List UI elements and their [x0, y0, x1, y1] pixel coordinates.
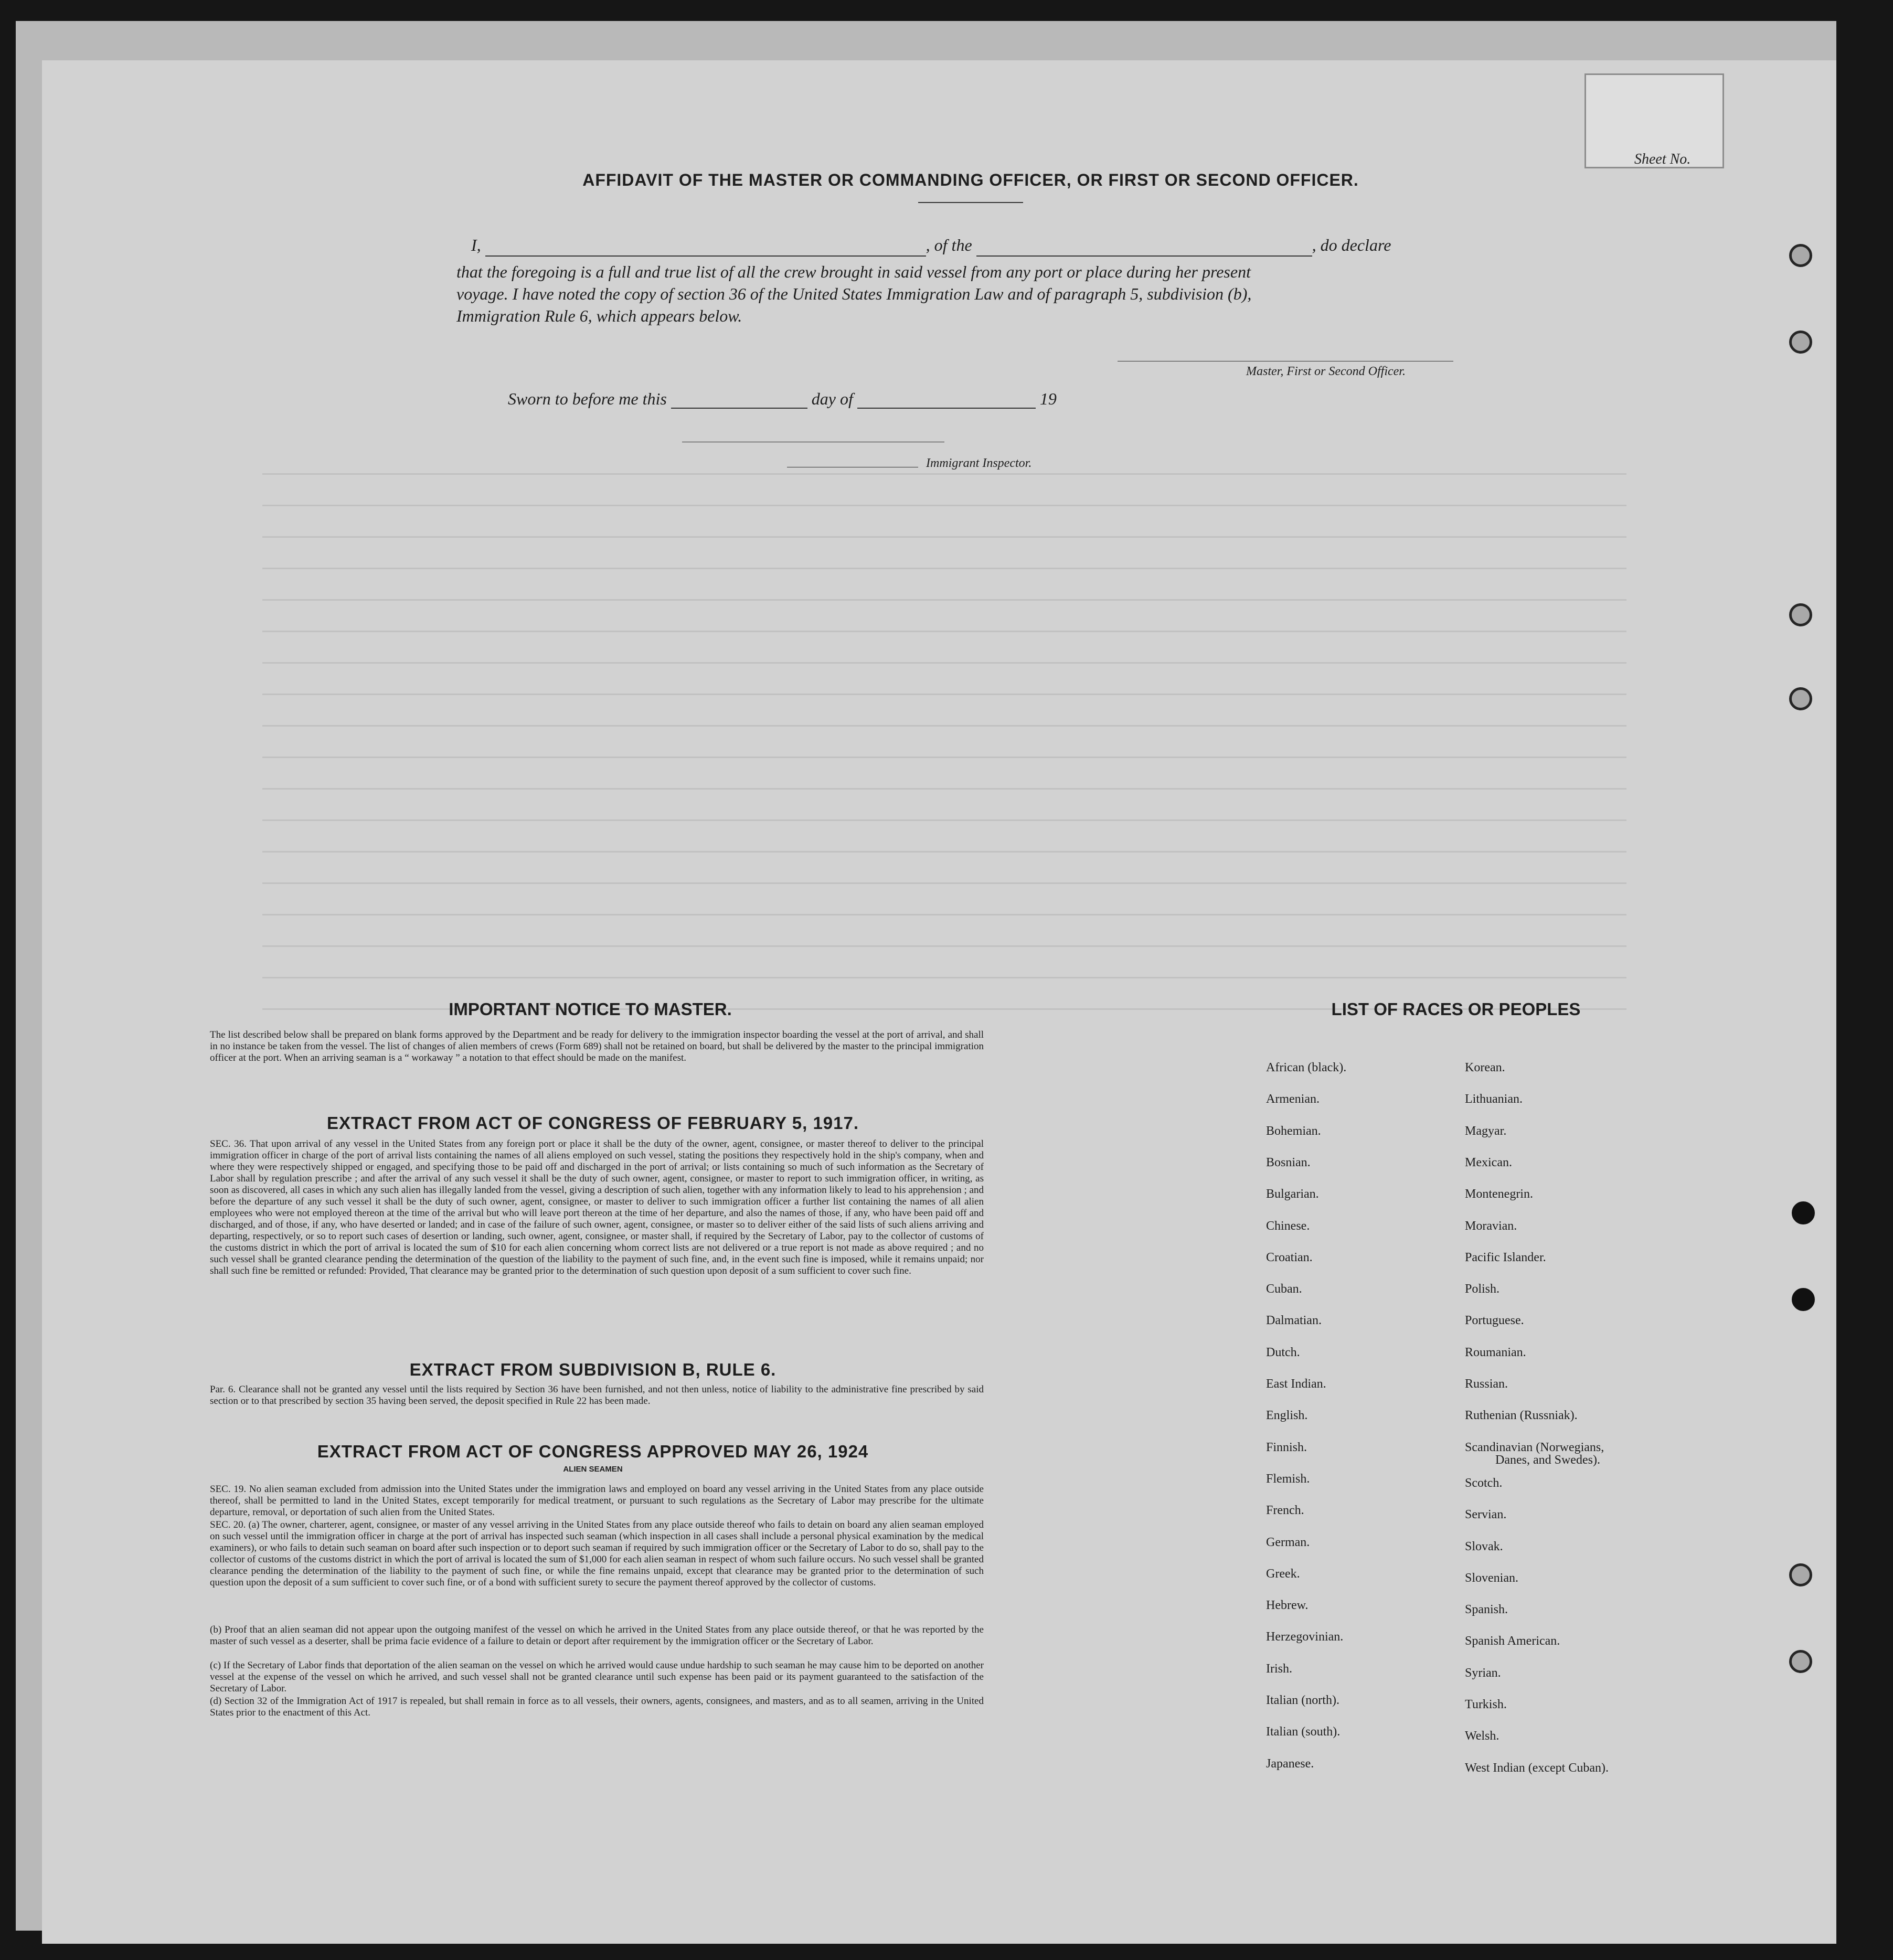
race-item: Dalmatian. — [1266, 1314, 1322, 1327]
punch-hole — [1792, 1201, 1815, 1224]
race-item: Croatian. — [1266, 1251, 1313, 1264]
punch-hole — [1789, 1563, 1812, 1586]
sec-19: SEC. 19. No alien seaman excluded from admission into the United States under the immigration laws and employed on board any vessel arriving in the United States from any place outside thereof, shall be permitted to land in the United States, except temporarily for medical treatment, or pursuant to such regulations as the Secretary of Labor may prescribe for the ultimate departure, removal, or deportation of such alien from the United States. — [210, 1484, 984, 1518]
race-item: Magyar. — [1465, 1124, 1507, 1138]
declaration-line-4: Immigration Rule 6, which appears below. — [456, 306, 742, 325]
race-item: Slovak. — [1465, 1540, 1503, 1553]
alien-seamen-subtitle: ALIEN SEAMEN — [563, 1465, 623, 1474]
race-item: Polish. — [1465, 1282, 1500, 1296]
sec-20d: (d) Section 32 of the Immigration Act of 1917 is repealed, but shall remain in force as to all vessels, their owners, agents, consignees, and masters, and as to all seamen, arriving in the United States prior to the enactment of this Act. — [210, 1696, 984, 1718]
sworn-line — [508, 389, 1057, 409]
race-item: Cuban. — [1266, 1282, 1302, 1296]
inspector-label: Immigrant Inspector. — [926, 456, 1032, 470]
race-item: Russian. — [1465, 1377, 1508, 1391]
of-the-label: , of the — [926, 236, 972, 254]
extract-rule6-title: EXTRACT FROM SUBDIVISION B, RULE 6. — [409, 1360, 777, 1379]
year-label: 19 — [1039, 389, 1057, 408]
race-item: Italian (north). — [1266, 1693, 1339, 1707]
extract-rule6-body: Par. 6. Clearance shall not be granted any vessel until the lists required by Section 36 have been furnished, and not then unless, notice of liability to the administrative fine prescribed by said section or to that prescribed by section 35 having been served, the deposit specified in Rule 22 has been made. — [210, 1384, 984, 1407]
race-item: Moravian. — [1465, 1219, 1517, 1233]
race-item: Ruthenian (Russniak). — [1465, 1409, 1578, 1422]
notice-title: IMPORTANT NOTICE TO MASTER. — [449, 999, 732, 1019]
race-item: Servian. — [1465, 1508, 1507, 1521]
notice-body: The list described below shall be prepared on blank forms approved by the Department and be ready for delivery to the immigration inspector boarding the vessel at the port of arrival, and shall in no instance be taken from the vessel. The list of changes of alien members of crews (Form 689) shall not be retained on board, but shall be delivered by the master to the principal immigration officer at the port. When an arriving seaman is a “ workaway ” a notation to that effect should be made on the manifest. — [210, 1029, 984, 1063]
race-item: Danes, and Swedes). — [1495, 1453, 1600, 1467]
race-item: Scotch. — [1465, 1476, 1503, 1490]
race-item: Mexican. — [1465, 1156, 1512, 1169]
race-item: Japanese. — [1266, 1757, 1314, 1771]
race-item: Bosnian. — [1266, 1156, 1311, 1169]
race-item: Chinese. — [1266, 1219, 1310, 1233]
extract-1924-title: EXTRACT FROM ACT OF CONGRESS APPROVED MAY 26, 1924 — [317, 1442, 869, 1461]
declaration-line-3: voyage. I have noted the copy of section 36 of the United States Immigration Law and of paragraph 5, subdivision (b), — [456, 284, 1252, 303]
race-item: German. — [1266, 1536, 1310, 1549]
race-item: Korean. — [1465, 1061, 1505, 1074]
sec-20a: SEC. 20. (a) The owner, charterer, agent, consignee, or master of any vessel arriving in the United States from any place outside thereof who fails to detain on board any alien seaman employed on such vessel until the immigration officer in charge at the port of arrival has inspected such seaman (which inspection in all cases shall include a personal physical examination by the medical examiners), or who fails to detain such seaman on board after such inspection or to deport such seaman if required by such immigration officer or the Secretary of Labor to do so, shall pay to the collector of customs of the customs district in which the port of arrival is located the sum of $1,000 for each alien seaman in respect of whom such failure occurs. No such vessel shall be granted clearance pending the determination of the liability to the payment of such fine, or while the fine remains unpaid, except that clearance may be granted prior to the determination of such question upon the deposit of a sum sufficient to cover such fine, or of a bond with sufficient surety to secure the payment thereof approved by the collector of customs. — [210, 1519, 984, 1588]
punch-hole — [1792, 1288, 1815, 1311]
race-item: East Indian. — [1266, 1377, 1326, 1391]
vessel-blank — [976, 241, 1312, 257]
race-item: Slovenian. — [1465, 1571, 1518, 1585]
race-item: Armenian. — [1266, 1092, 1320, 1106]
race-item: Roumanian. — [1465, 1346, 1526, 1359]
extract-1917-body: SEC. 36. That upon arrival of any vessel in the United States from any foreign port or place it shall be the duty of the owner, agent, consignee, or master thereof to deliver to the principal immigration officer in charge of the port of arrival lists containing the names of all aliens employed on such vessel, stating the positions they respectively hold in the ship's company, when and where they were respectively shipped or engaged, and specifying those to be paid off and discharged in the port of arrival; or lists containing so much of such information as the Secretary of Labor shall by regulation prescribe ; and after the arrival of any such vessel it shall be the duty of such owner, agent, consignee, or master to report to such immigration officer, in writing, as soon as discovered, all cases in which any such alien has illegally landed from the vessel, giving a description of such alien, together with any information likely to lead to his apprehension ; and before the departure of any such vessel it shall be the duty of such owner, agent, consignee, or master to deliver to such immigration officer a further list containing the names of all alien employees who were not employed thereon at the time of the arrival but who will leave port thereon at the time of her departure, and also the names of those, if any, who have been paid off and discharged, and of those, if any, who have deserted or landed; and in case of the failure of such owner, agent, consignee, or master so to deliver either of the said lists of such aliens arriving and departing, respectively, or so to report such cases of desertion or landing, such owner, agent, consignee, or master shall, if required by the Secretary of Labor, pay to the collector of customs of the customs district in which the port of arrival is located the sum of $10 for each alien concerning whom correct lists are not delivered or a true report is not made as above required ; and no such vessel shall be granted clearance pending the determination of the question of the liability to the payment of such fine, and, in the event such fine is imposed, while it remains unpaid; nor shall such fine be remitted or refunded: Provided, That clearance may be granted prior to the determination of such question upon deposit of a sum sufficient to cover such fine. — [210, 1138, 984, 1276]
race-item: Spanish. — [1465, 1603, 1508, 1616]
sec-20b: (b) Proof that an alien seaman did not appear upon the outgoing manifest of the vessel on which he arrived in the United States from any place outside thereof, or that he was reported by the master of such vessel as a deserter, shall be prima facie evidence of a failure to detain or deport after requirement by the immigration officer or the Secretary of Labor. — [210, 1624, 984, 1647]
punch-hole — [1789, 687, 1812, 710]
sheet-no-label: Sheet No. — [1634, 151, 1691, 167]
race-item: Pacific Islander. — [1465, 1251, 1546, 1264]
race-item: West Indian (except Cuban). — [1465, 1761, 1609, 1775]
race-item: Syrian. — [1465, 1666, 1501, 1680]
race-item: Finnish. — [1266, 1441, 1307, 1454]
punch-hole — [1789, 331, 1812, 354]
race-item: Scandinavian (Norwegians, — [1465, 1441, 1604, 1454]
race-item: Welsh. — [1465, 1729, 1499, 1743]
sworn-month-blank — [857, 393, 1036, 409]
race-item: Hebrew. — [1266, 1599, 1309, 1612]
race-item: Irish. — [1266, 1662, 1292, 1676]
sworn-label: Sworn to before me this — [508, 389, 667, 408]
race-item: Italian (south). — [1266, 1725, 1341, 1739]
race-item: Turkish. — [1465, 1698, 1507, 1711]
race-item: African (black). — [1266, 1061, 1347, 1074]
sec-20c: (c) If the Secretary of Labor finds that deportation of the alien seaman on the vessel on which he arrived would cause undue hardship to such seaman he may cause him to be deported on another vessel at the expense of the vessel on which he arrived, and such vessel shall not be granted clearance until such expense has been paid or its payment guaranteed to the satisfaction of the Secretary of Labor. — [210, 1660, 984, 1694]
races-title: LIST OF RACES OR PEOPLES — [1331, 999, 1581, 1019]
race-item: Spanish American. — [1465, 1634, 1560, 1648]
bleed-through-manifest — [262, 446, 1626, 1023]
race-item: Greek. — [1266, 1567, 1300, 1581]
punch-hole — [1789, 1650, 1812, 1673]
race-item: French. — [1266, 1504, 1304, 1517]
i-label: I, — [471, 236, 481, 254]
race-item: Lithuanian. — [1465, 1092, 1523, 1106]
sworn-day-blank — [671, 393, 807, 409]
race-item: Bohemian. — [1266, 1124, 1321, 1138]
race-item: Montenegrin. — [1465, 1187, 1533, 1201]
race-item: Portuguese. — [1465, 1314, 1524, 1327]
race-item: Flemish. — [1266, 1472, 1310, 1486]
extract-1917-title: EXTRACT FROM ACT OF CONGRESS OF FEBRUARY 5, 1917. — [326, 1113, 859, 1133]
punch-hole — [1789, 244, 1812, 267]
punch-hole — [1789, 603, 1812, 626]
master-label: Master, First or Second Officer. — [1246, 365, 1406, 378]
do-declare-label: , do declare — [1312, 236, 1391, 254]
day-of-label: day of — [811, 389, 853, 408]
affidavit-title: AFFIDAVIT OF THE MASTER OR COMMANDING OFFICER, OR FIRST OR SECOND OFFICER. — [582, 171, 1359, 189]
declaration-line-1 — [471, 233, 1520, 257]
race-item: English. — [1266, 1409, 1308, 1422]
race-item: Bulgarian. — [1266, 1187, 1319, 1201]
declaration-line-2: that the foregoing is a full and true list of all the crew brought in said vessel from any port or place during her present — [456, 262, 1251, 281]
title-underline — [918, 202, 1023, 203]
race-item: Herzegovinian. — [1266, 1630, 1344, 1644]
race-item: Dutch. — [1266, 1346, 1300, 1359]
name-blank — [485, 241, 926, 257]
